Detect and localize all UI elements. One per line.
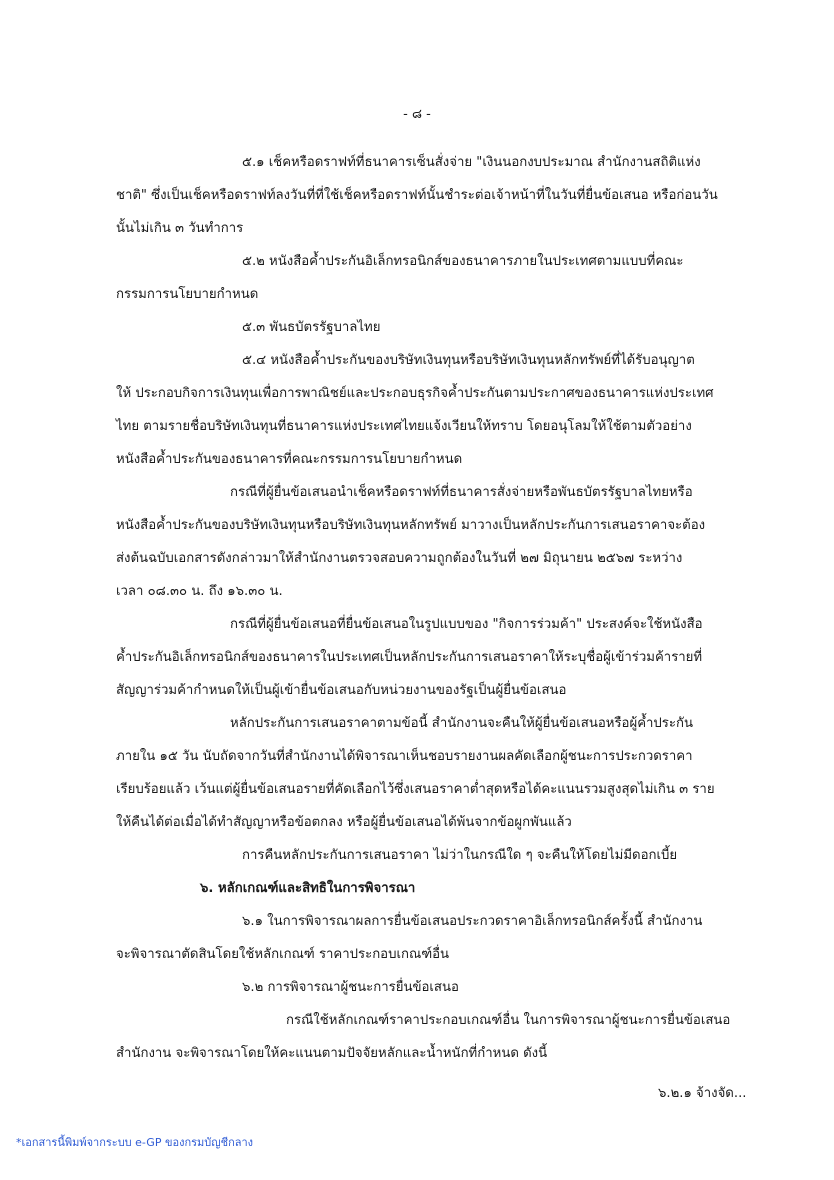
text-line: เวลา ๐๘.๓๐ น. ถึง ๑๖.๓๐ น. [116,584,283,599]
text-line: หลักประกันการเสนอราคาตามข้อนี้ สำนักงานจะคืนให้ผู้ยื่นข้อเสนอหรือผู้ค้ำประกัน [230,716,693,731]
text-line: ชาติ" ซึ่งเป็นเช็คหรือดราฟท์ลงวันที่ที่ใช้เช็คหรือดราฟท์นั้นชำระต่อเจ้าหน้าที่ในวันที่ยื่นข้อเสนอ หรือก่อนวัน [116,188,718,203]
page-number: - ๘ - [403,107,431,122]
text-line: ๕.๑ เช็คหรือดราฟท์ที่ธนาคารเซ็นสั่งจ่าย "เงินนอกงบประมาณ สำนักงานสถิติแห่ง [242,155,701,170]
text-line: ๕.๔ หนังสือค้ำประกันของบริษัทเงินทุนหรือบริษัทเงินทุนหลักทรัพย์ที่ได้รับอนุญาต [242,353,695,368]
text-line: กรณีที่ผู้ยื่นข้อเสนอที่ยื่นข้อเสนอในรูปแบบของ "กิจการร่วมค้า" ประสงค์จะใช้หนังสือ [230,617,703,632]
text-line: กรณีใช้หลักเกณฑ์ราคาประกอบเกณฑ์อื่น ในการพิจารณาผู้ชนะการยื่นข้อเสนอ [286,1013,731,1028]
text-line: ๖.๑ ในการพิจารณาผลการยื่นข้อเสนอประกวดราคาอิเล็กทรอนิกส์ครั้งนี้ สำนักงาน [242,914,703,929]
text-line: นั้นไม่เกิน ๓ วันทำการ [116,221,244,236]
text-line: ไทย ตามรายชื่อบริษัทเงินทุนที่ธนาคารแห่งประเทศไทยแจ้งเวียนให้ทราบ โดยอนุโลมให้ใช้ตามตัวอย่าง [116,419,692,434]
text-line: ๕.๒ หนังสือค้ำประกันอิเล็กทรอนิกส์ของธนาคารภายในประเทศตามแบบที่คณะ [242,254,684,269]
text-line: เรียบร้อยแล้ว เว้นแต่ผู้ยื่นข้อเสนอรายที่คัดเลือกไว้ซึ่งเสนอราคาต่ำสุดหรือได้คะแนนรวมสูงสุดไม่เกิน ๓ ราย [116,782,715,797]
continuation-marker: ๖.๒.๑ จ้างจัด... [658,1086,747,1101]
text-line: ๕.๓ พันธบัตรรัฐบาลไทย [242,320,381,335]
footer-note: *เอกสารนี้พิมพ์จากระบบ e-GP ของกรมบัญชีกลาง [16,1136,254,1149]
text-line: ให้คืนได้ต่อเมื่อได้ทำสัญญาหรือข้อตกลง หรือผู้ยื่นข้อเสนอได้พ้นจากข้อผูกพันแล้ว [116,815,572,830]
text-line: จะพิจารณาตัดสินโดยใช้หลักเกณฑ์ ราคาประกอบเกณฑ์อื่น [116,947,450,962]
text-line: สำนักงาน จะพิจารณาโดยให้คะแนนตามปัจจัยหลักและน้ำหนักที่กำหนด ดังนี้ [116,1046,548,1061]
text-line: กรรมการนโยบายกำหนด [116,287,259,302]
text-line: ภายใน ๑๕ วัน นับถัดจากวันที่สำนักงานได้พิจารณาเห็นชอบรายงานผลคัดเลือกผู้ชนะการประกวดราคา [116,749,693,764]
text-line: การคืนหลักประกันการเสนอราคา ไม่ว่าในกรณีใด ๆ จะคืนให้โดยไม่มีดอกเบี้ย [242,848,678,863]
text-line: หนังสือค้ำประกันของบริษัทเงินทุนหรือบริษัทเงินทุนหลักทรัพย์ มาวางเป็นหลักประกันการเสนอราคาจะต้อง [116,518,706,533]
text-line: ให้ ประกอบกิจการเงินทุนเพื่อการพาณิชย์และประกอบธุรกิจค้ำประกันตามประกาศของธนาคารแห่งประเทศ [116,386,714,401]
section-heading: ๖. หลักเกณฑ์และสิทธิในการพิจารณา [200,881,416,896]
text-line: ๖.๒ การพิจารณาผู้ชนะการยื่นข้อเสนอ [242,980,459,995]
text-line: สัญญาร่วมค้ากำหนดให้เป็นผู้เข้ายื่นข้อเสนอกับหน่วยงานของรัฐเป็นผู้ยื่นข้อเสนอ [116,683,567,698]
text-line: ค้ำประกันอิเล็กทรอนิกส์ของธนาคารในประเทศเป็นหลักประกันการเสนอราคาให้ระบุชื่อผู้เข้าร่วมค้ารายที่ [116,650,703,665]
text-line: ส่งต้นฉบับเอกสารดังกล่าวมาให้สำนักงานตรวจสอบความถูกต้องในวันที่ ๒๗ มิถุนายน ๒๕๖๗ ระหว่าง [116,551,683,566]
text-line: หนังสือค้ำประกันของธนาคารที่คณะกรรมการนโยบายกำหนด [116,452,463,467]
text-line: กรณีที่ผู้ยื่นข้อเสนอนำเช็คหรือดราฟท์ที่ธนาคารสั่งจ่ายหรือพันธบัตรรัฐบาลไทยหรือ [230,485,693,500]
